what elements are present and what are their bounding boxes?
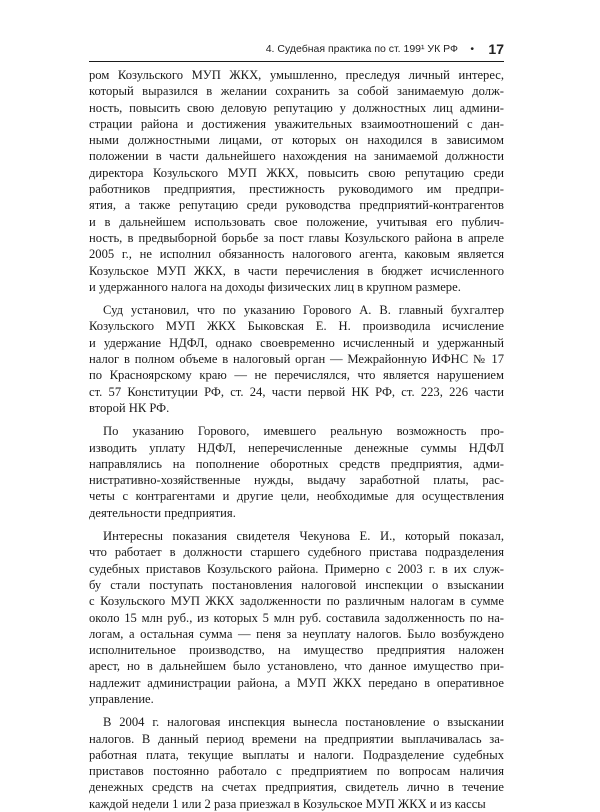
- text-line: арест, но в дальнейшем было установлено, что данное имущество при-: [89, 659, 504, 674]
- text-line: 2005 г., не исполнил обязанность налогового агента, каковым является: [89, 247, 504, 262]
- text-line: Козульского МУП ЖКХ Быковская Е. Н. производила исчисление: [89, 319, 504, 334]
- text-line: приставов постоянно работало с предприятием по вопросам наличия: [89, 764, 504, 779]
- text-line: который выразился в желании сохранить за собой занимаемую долж-: [89, 84, 504, 99]
- text-line: надлежит администрации района, а МУП ЖКХ передано в оперативное: [89, 675, 504, 690]
- text-line: управление.: [89, 691, 154, 706]
- text-line: налог в полном объеме в налоговый орган — Межрайонную ИФНС № 17: [89, 352, 504, 367]
- text-line: около 15 млн руб., из которых 5 млн руб. составила задолженность по на-: [89, 610, 504, 625]
- header-bullet: •: [470, 43, 474, 55]
- paragraph: [89, 67, 504, 295]
- text-line: с Козульского МУП ЖКХ задолженности по различным налогам в сумме: [89, 594, 504, 609]
- text-line: логам, а остальная сумма — пеня за неуплату налогов. Было возбуждено: [89, 626, 504, 641]
- text-line: и удержанного налога на доходы физических лиц в крупном размере.: [89, 279, 461, 294]
- text-line: нистративно-хозяйственные нужды, выдачу заработной платы, рас-: [89, 473, 504, 488]
- page-number: 17: [488, 41, 504, 57]
- text-line: В 2004 г. налоговая инспекция вынесла постановление о взыскании: [103, 715, 504, 730]
- text-line: страции района и достижения уважительных взаимоотношений с дан-: [89, 116, 504, 131]
- paragraph: [89, 302, 504, 416]
- text-line: ными должностными лицами, от которых он находился в зависимом: [89, 133, 504, 148]
- text-line: Суд установил, что по указанию Горового А. В. главный бухгалтер: [103, 303, 504, 318]
- text-line: судебных приставов Козульского района. Примерно с 2003 г. в их служ-: [89, 561, 504, 576]
- text-line: каждой недели 1 или 2 раза приезжал в Козульское МУП ЖКХ и из кассы: [89, 796, 486, 811]
- paragraph: [89, 423, 504, 521]
- text-line: четы с контрагентами и другие цели, необходимые для осуществления: [89, 489, 504, 504]
- text-line: и удержание НДФЛ, однако своевременно исчисленный и удержанный: [89, 335, 504, 350]
- text-line: что работает в должности старшего судебного пристава подразделения: [89, 545, 504, 560]
- text-line: исполнительное производство, на имущество предприятия наложен: [89, 643, 504, 658]
- text-line: По указанию Горового, имевшего реальную возможность про-: [103, 424, 504, 439]
- text-line: положении в части дальнейшего нахождения на занимаемой должности: [89, 149, 504, 164]
- running-header: [89, 39, 504, 62]
- text-line: бу стали поступать постановления налоговой инспекции о взыскании: [89, 577, 504, 592]
- text-line: второй НК РФ.: [89, 400, 170, 415]
- text-line: работников предприятия, престижность руководимого им предпри-: [89, 182, 504, 197]
- paragraph: [89, 714, 504, 812]
- text-line: изводить уплату НДФЛ, неперечисленные денежные суммы НДФЛ: [89, 440, 504, 455]
- text-line: ром Козульского МУП ЖКХ, умышленно, преследуя личный интерес,: [89, 68, 504, 82]
- text-line: и в дальнейшем использовать свое положение, учитывая его публич-: [89, 214, 504, 229]
- text-line: директора Козульского МУП ЖКХ, повысить свою репутацию среди: [89, 165, 504, 180]
- text-line: работная плата, текущие выплаты и налоги. Подразделение судебных: [89, 747, 504, 762]
- running-title: 4. Судебная практика по ст. 199¹ УК РФ: [265, 43, 458, 55]
- text-line: Козульское МУП ЖКХ, в части перечисления в бюджет исчисленного: [89, 263, 504, 278]
- paragraph: [89, 528, 504, 707]
- text-line: ятия, а также репутацию среди руководства предприятий-контрагентов: [89, 198, 504, 213]
- text-line: ность, повысить свою деловую репутацию у должностных лиц админи-: [89, 100, 504, 115]
- text-line: по Красноярскому краю — не перечислялся, что является нарушением: [89, 368, 504, 383]
- text-line: направлялись на пополнение оборотных средств предприятия, адми-: [89, 456, 504, 471]
- text-line: деятельности предприятия.: [89, 505, 236, 520]
- body-text: [89, 67, 504, 812]
- text-line: Интересны показания свидетеля Чекунова Е. И., который показал,: [103, 529, 504, 544]
- text-line: ст. 57 Конституции РФ, ст. 24, части первой НК РФ, ст. 223, 226 части: [89, 384, 504, 399]
- text-line: денежных средств на счетах предприятия, свидетель лично в течение: [89, 780, 504, 795]
- text-line: налогов. В данный период времени на предприятии выплачивалась за-: [89, 731, 504, 746]
- text-line: ность, в предвыборной борьбе за пост главы Козульского района в апреле: [89, 230, 504, 245]
